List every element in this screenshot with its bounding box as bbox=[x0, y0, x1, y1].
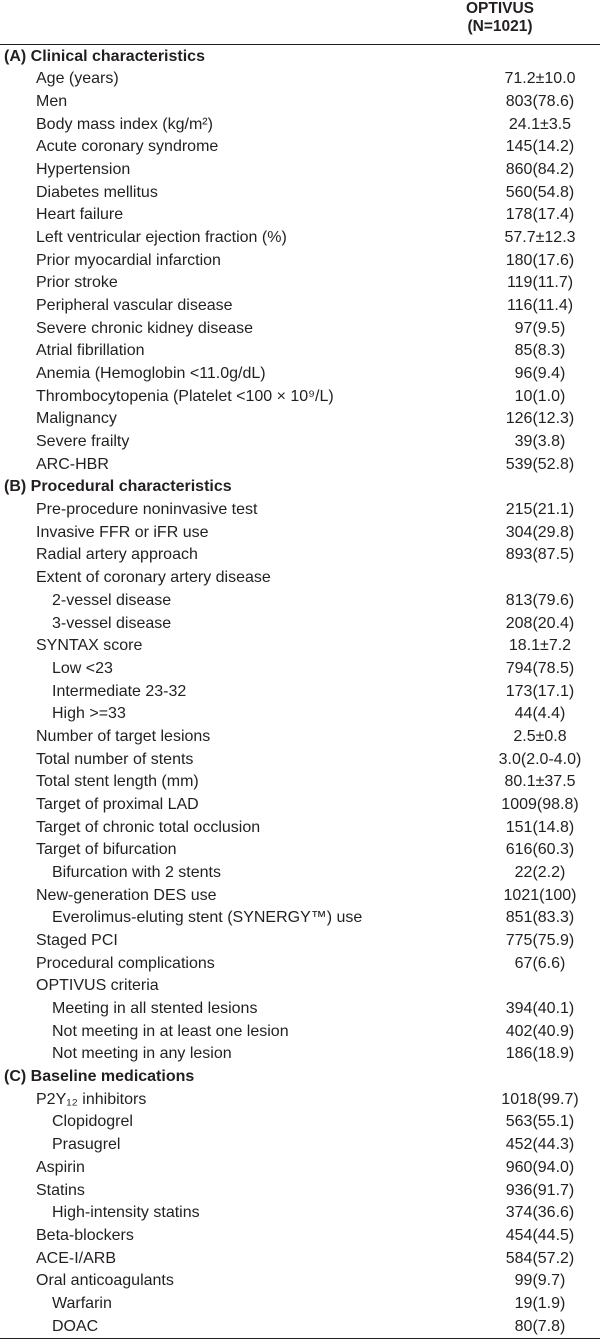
table-row bbox=[0, 613, 600, 636]
row-label: Body mass index (kg/m²) bbox=[36, 115, 213, 133]
row-label: ACE-I/ARB bbox=[36, 1249, 117, 1267]
table-row bbox=[0, 975, 600, 998]
row-label: Hypertension bbox=[36, 160, 131, 178]
row-value: 57.7±12.3 bbox=[504, 228, 576, 246]
row-value: 24.1±3.5 bbox=[508, 115, 572, 133]
row-label: Target of chronic total occlusion bbox=[36, 818, 261, 836]
table-row bbox=[0, 159, 600, 182]
row-value: 126(12.3) bbox=[505, 410, 575, 428]
table-row bbox=[0, 1225, 600, 1248]
table-row bbox=[0, 658, 600, 681]
section-header-row bbox=[0, 476, 600, 499]
table-row bbox=[0, 1180, 600, 1203]
table-row bbox=[0, 114, 600, 137]
table-row bbox=[0, 1111, 600, 1134]
table-row bbox=[0, 953, 600, 976]
row-value: 1021(100) bbox=[503, 886, 577, 904]
row-label: Prior stroke bbox=[36, 274, 118, 292]
row-label: 2-vessel disease bbox=[52, 591, 172, 609]
row-label: Not meeting in at least one lesion bbox=[52, 1022, 289, 1040]
row-label: Men bbox=[36, 92, 68, 110]
row-value: 374(36.6) bbox=[505, 1204, 575, 1222]
table-row bbox=[0, 386, 600, 409]
row-value: 560(54.8) bbox=[505, 183, 575, 201]
row-value: 775(75.9) bbox=[505, 932, 575, 950]
table-row bbox=[0, 1043, 600, 1066]
table-row bbox=[0, 499, 600, 522]
table-row bbox=[0, 635, 600, 658]
table-row bbox=[0, 590, 600, 613]
row-value: 616(60.3) bbox=[505, 841, 575, 859]
table-row bbox=[0, 431, 600, 454]
row-label: Intermediate 23-32 bbox=[52, 682, 187, 700]
row-label: OPTIVUS criteria bbox=[36, 977, 159, 995]
row-label: Not meeting in any lesion bbox=[52, 1045, 232, 1063]
row-label: Total stent length (mm) bbox=[36, 773, 199, 791]
table-row bbox=[0, 340, 600, 363]
row-label: Pre-procedure noninvasive test bbox=[36, 501, 258, 519]
row-label: High >=33 bbox=[52, 705, 126, 723]
row-value: 85(8.3) bbox=[514, 342, 566, 360]
table-row bbox=[0, 1270, 600, 1293]
row-label: Left ventricular ejection fraction (%) bbox=[36, 228, 287, 246]
table-row bbox=[0, 522, 600, 545]
table-row bbox=[0, 885, 600, 908]
row-label: P2Y₁₂ inhibitors bbox=[36, 1090, 147, 1108]
table-row bbox=[0, 681, 600, 704]
table-row bbox=[0, 817, 600, 840]
table-row bbox=[0, 1248, 600, 1271]
table-row bbox=[0, 318, 600, 341]
row-value: 794(78.5) bbox=[505, 659, 575, 677]
row-value: 539(52.8) bbox=[505, 455, 575, 473]
table-row bbox=[0, 182, 600, 205]
row-value: 304(29.8) bbox=[505, 523, 575, 541]
row-value: 173(17.1) bbox=[505, 682, 575, 700]
table-row bbox=[0, 771, 600, 794]
row-value: 119(11.7) bbox=[506, 274, 574, 292]
table-row bbox=[0, 204, 600, 227]
column-header-count: (N=1021) bbox=[467, 18, 533, 35]
row-label: Invasive FFR or iFR use bbox=[36, 523, 209, 541]
table-row bbox=[0, 227, 600, 250]
row-label: Bifurcation with 2 stents bbox=[52, 863, 221, 881]
row-label: Prasugrel bbox=[52, 1136, 121, 1154]
row-value: 960(94.0) bbox=[505, 1158, 575, 1176]
row-label: Beta-blockers bbox=[36, 1226, 134, 1244]
row-value: 851(83.3) bbox=[505, 909, 575, 927]
row-value: 22(2.2) bbox=[514, 863, 566, 881]
row-value: 1009(98.8) bbox=[501, 795, 579, 813]
row-value: 936(91.7) bbox=[505, 1181, 575, 1199]
row-value: 99(9.7) bbox=[514, 1272, 566, 1290]
table-row bbox=[0, 136, 600, 159]
row-label: Prior myocardial infarction bbox=[36, 251, 221, 269]
section-header-row bbox=[0, 46, 600, 69]
table-header bbox=[0, 0, 600, 45]
row-value: 116(11.4) bbox=[506, 296, 574, 314]
table-row bbox=[0, 91, 600, 114]
row-value: 402(40.9) bbox=[505, 1022, 575, 1040]
row-label: Everolimus-eluting stent (SYNERGY™) use bbox=[52, 909, 363, 927]
row-label: Procedural complications bbox=[36, 954, 215, 972]
table-row bbox=[0, 998, 600, 1021]
row-label: Anemia (Hemoglobin <11.0g/dL) bbox=[36, 365, 266, 383]
row-value: 97(9.5) bbox=[514, 319, 566, 337]
row-label: Age (years) bbox=[36, 70, 119, 88]
row-value: 860(84.2) bbox=[505, 160, 575, 178]
row-label: Warfarin bbox=[52, 1294, 112, 1312]
table-row bbox=[0, 544, 600, 567]
row-value: 893(87.5) bbox=[505, 546, 575, 564]
table-row bbox=[0, 295, 600, 318]
row-value: 563(55.1) bbox=[505, 1113, 575, 1131]
row-label: SYNTAX score bbox=[36, 637, 143, 655]
table-row bbox=[0, 250, 600, 273]
row-value: 10(1.0) bbox=[514, 387, 566, 405]
row-label: Severe chronic kidney disease bbox=[36, 319, 254, 337]
row-value: 145(14.2) bbox=[505, 138, 575, 156]
row-value: 215(21.1) bbox=[505, 501, 575, 519]
row-label: Acute coronary syndrome bbox=[36, 138, 219, 156]
row-label: Aspirin bbox=[36, 1158, 85, 1176]
column-header-optivus bbox=[430, 0, 570, 36]
table-row bbox=[0, 703, 600, 726]
table-bottom-rule bbox=[0, 1338, 600, 1339]
row-label: Number of target lesions bbox=[36, 727, 211, 745]
row-value: 208(20.4) bbox=[505, 614, 575, 632]
section-title: (C) Baseline medications bbox=[4, 1068, 195, 1086]
row-label: Severe frailty bbox=[36, 433, 130, 451]
row-label: Diabetes mellitus bbox=[36, 183, 158, 201]
row-label: Meeting in all stented lesions bbox=[52, 1000, 258, 1018]
row-value: 803(78.6) bbox=[505, 92, 575, 110]
row-label: Peripheral vascular disease bbox=[36, 296, 233, 314]
row-value: 44(4.4) bbox=[514, 705, 566, 723]
row-label: High-intensity statins bbox=[52, 1204, 200, 1222]
row-label: Thrombocytopenia (Platelet <100 × 10⁹/L) bbox=[36, 387, 334, 405]
table-row bbox=[0, 726, 600, 749]
row-label: Heart failure bbox=[36, 206, 124, 224]
row-value: 2.5±0.8 bbox=[513, 727, 567, 745]
column-header-title: OPTIVUS bbox=[465, 0, 535, 17]
row-value: 19(1.9) bbox=[514, 1294, 566, 1312]
table-row bbox=[0, 1293, 600, 1316]
row-value: 71.2±10.0 bbox=[504, 70, 576, 88]
table-row bbox=[0, 749, 600, 772]
row-label: Malignancy bbox=[36, 410, 117, 428]
table-row bbox=[0, 567, 600, 590]
row-value: 67(6.6) bbox=[514, 954, 566, 972]
row-label: Target of proximal LAD bbox=[36, 795, 199, 813]
row-value: 151(14.8) bbox=[505, 818, 575, 836]
row-label: Atrial fibrillation bbox=[36, 342, 145, 360]
row-label: 3-vessel disease bbox=[52, 614, 172, 632]
section-title: (A) Clinical characteristics bbox=[4, 47, 205, 65]
table-row bbox=[0, 839, 600, 862]
table-row bbox=[0, 1089, 600, 1112]
row-label: New-generation DES use bbox=[36, 886, 217, 904]
table-row bbox=[0, 930, 600, 953]
row-value: 452(44.3) bbox=[505, 1136, 575, 1154]
table-row bbox=[0, 794, 600, 817]
row-value: 394(40.1) bbox=[505, 1000, 575, 1018]
row-value: 813(79.6) bbox=[505, 591, 575, 609]
table-row bbox=[0, 363, 600, 386]
row-label: ARC-HBR bbox=[36, 455, 109, 473]
row-value: 584(57.2) bbox=[505, 1249, 575, 1267]
row-value: 454(44.5) bbox=[505, 1226, 575, 1244]
table-row bbox=[0, 408, 600, 431]
table-row bbox=[0, 68, 600, 91]
row-value: 18.1±7.2 bbox=[508, 637, 572, 655]
table-row bbox=[0, 1021, 600, 1044]
row-value: 3.0(2.0-4.0) bbox=[498, 750, 582, 768]
row-label: Staged PCI bbox=[36, 932, 118, 950]
table-row bbox=[0, 454, 600, 477]
row-value: 178(17.4) bbox=[505, 206, 575, 224]
table-row bbox=[0, 1202, 600, 1225]
row-label: DOAC bbox=[52, 1317, 99, 1335]
row-value: 80(7.8) bbox=[514, 1317, 566, 1335]
row-value: 186(18.9) bbox=[505, 1045, 575, 1063]
row-label: Oral anticoagulants bbox=[36, 1272, 174, 1290]
section-header-row bbox=[0, 1066, 600, 1089]
row-label: Target of bifurcation bbox=[36, 841, 177, 859]
row-value: 80.1±37.5 bbox=[504, 773, 576, 791]
row-value: 1018(99.7) bbox=[501, 1090, 579, 1108]
row-value: 180(17.6) bbox=[505, 251, 575, 269]
row-label: Clopidogrel bbox=[52, 1113, 133, 1131]
table-row bbox=[0, 1134, 600, 1157]
section-title: (B) Procedural characteristics bbox=[4, 478, 232, 496]
row-label: Total number of stents bbox=[36, 750, 194, 768]
row-label: Statins bbox=[36, 1181, 85, 1199]
row-label: Low <23 bbox=[52, 659, 113, 677]
row-value: 96(9.4) bbox=[514, 365, 566, 383]
row-label: Radial artery approach bbox=[36, 546, 198, 564]
table-row bbox=[0, 862, 600, 885]
table-row bbox=[0, 1316, 600, 1339]
table-row bbox=[0, 907, 600, 930]
table-row bbox=[0, 272, 600, 295]
table-row bbox=[0, 1157, 600, 1180]
row-label: Extent of coronary artery disease bbox=[36, 569, 271, 587]
row-value: 39(3.8) bbox=[514, 433, 566, 451]
